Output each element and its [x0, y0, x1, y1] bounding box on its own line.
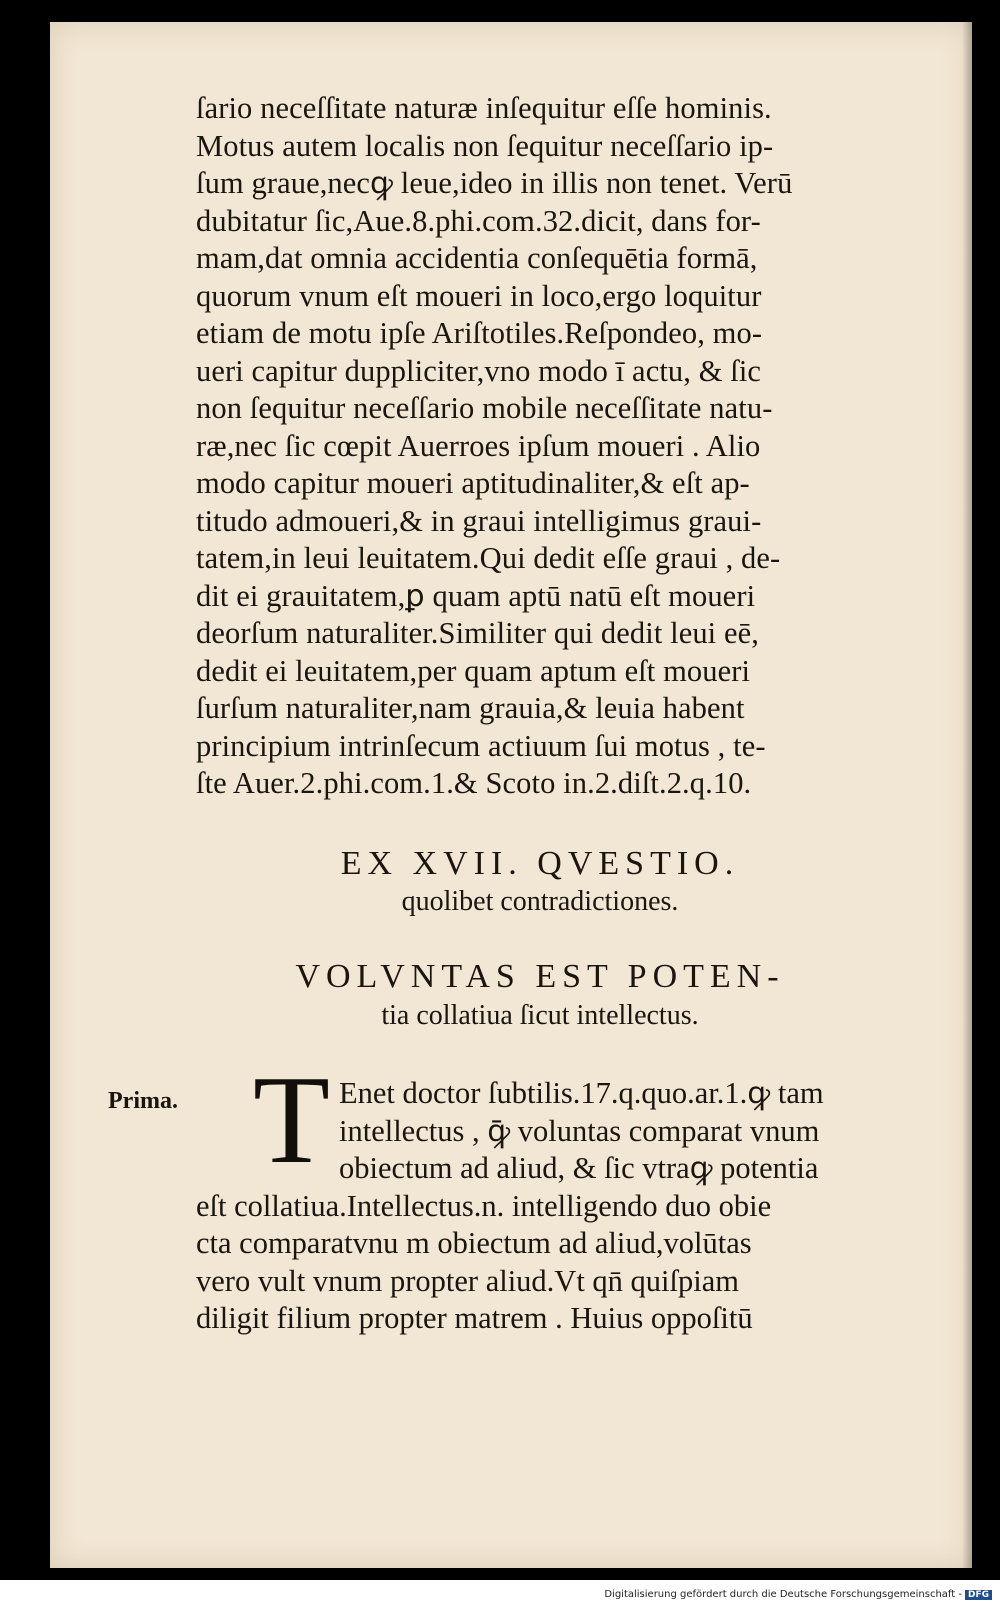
text-line: ueri capitur duppliciter,vno modo ī actu, & ſic: [196, 353, 762, 388]
digitization-credit: [604, 1589, 992, 1600]
text-line: tatem,in leui leuitatem.Qui dedit eſſe graui , de-: [196, 541, 781, 575]
text-line: obiectum ad aliud, & ſic vtraꝙ potentia: [339, 1151, 819, 1185]
text-line: intellectus , ꝙ̄ voluntas comparat vnum: [339, 1113, 820, 1148]
section-subheading: quolibet contradictiones.: [401, 886, 679, 917]
text-line: etiam de motu ipſe Ariſtotiles.Reſpondeo, mo-: [196, 316, 763, 350]
text-line: mam,dat omnia accidentia conſequētia formā,: [196, 241, 758, 275]
text-line: principium intrinſecum actiuum ſui motus , te-: [196, 728, 766, 763]
text-line: Motus autem localis non ſequitur neceſſario ip-: [196, 128, 774, 163]
drop-cap: T: [253, 1051, 330, 1190]
body-text: [196, 90, 886, 803]
proposition-heading: VOLVNTAS EST POTEN-: [295, 958, 785, 995]
text-line: ſurſum naturaliter,nam grauia,& leuia habent: [196, 691, 745, 725]
credit-text: Digitalisierung gefördert durch die Deutsche Forschungsgemeinschaft -: [604, 1589, 962, 1600]
text-line: Enet doctor ſubtilis.17.q.quo.ar.1.ꝙ tam: [339, 1076, 824, 1110]
text-line: eſt collatiua.Intellectus.n. intelligendo duo obie: [196, 1188, 772, 1223]
text-line: ſum graue,necꝙ leue,ideo in illis non tenet. Verū: [196, 166, 793, 200]
text-line: non ſequitur neceſſario mobile neceſſitate natu-: [196, 391, 773, 425]
question-text: [196, 1075, 906, 1338]
text-line: vero vult vnum propter aliud.Vt qn̄ quiſpiam: [196, 1263, 739, 1298]
text-line: titudo admoueri,& in graui intelligimus graui-: [196, 503, 762, 538]
text-line: ræ,nec ſic cœpit Auerroes ipſum moueri . Alio: [196, 428, 761, 463]
text-line: quorum vnum eſt moueri in loco,ergo loquitur: [196, 278, 762, 313]
text-line: dubitatur ſic,Aue.8.phi.com.32.dicit, dans for-: [196, 203, 761, 238]
proposition-subheading: tia collatiua ſicut intellectus.: [381, 1000, 699, 1031]
text-line: ſte Auer.2.phi.com.1.& Scoto in.2.diſt.2.q.10.: [196, 766, 752, 800]
dfg-logo: DFG: [965, 1590, 992, 1600]
marginal-note: Prima.: [108, 1088, 178, 1114]
text-line: diligit filium propter matrem . Huius oppoſitū: [196, 1301, 753, 1335]
text-line: modo capitur moueri aptitudinaliter,& eſt ap-: [196, 466, 750, 500]
text-line: dit ei grauitatem,ꝑ quam aptū natū eſt moueri: [196, 578, 756, 613]
text-line: ſario neceſſitate naturæ inſequitur eſſe hominis.: [196, 91, 772, 125]
section-heading: EX XVII. QVESTIO.: [340, 845, 740, 882]
text-line: cta comparatvnu m obiectum ad aliud,volūtas: [196, 1226, 752, 1260]
text-line: dedit ei leuitatem,per quam aptum eſt moueri: [196, 653, 751, 688]
text-line: deorſum naturaliter.Similiter qui dedit leui eē,: [196, 616, 759, 650]
